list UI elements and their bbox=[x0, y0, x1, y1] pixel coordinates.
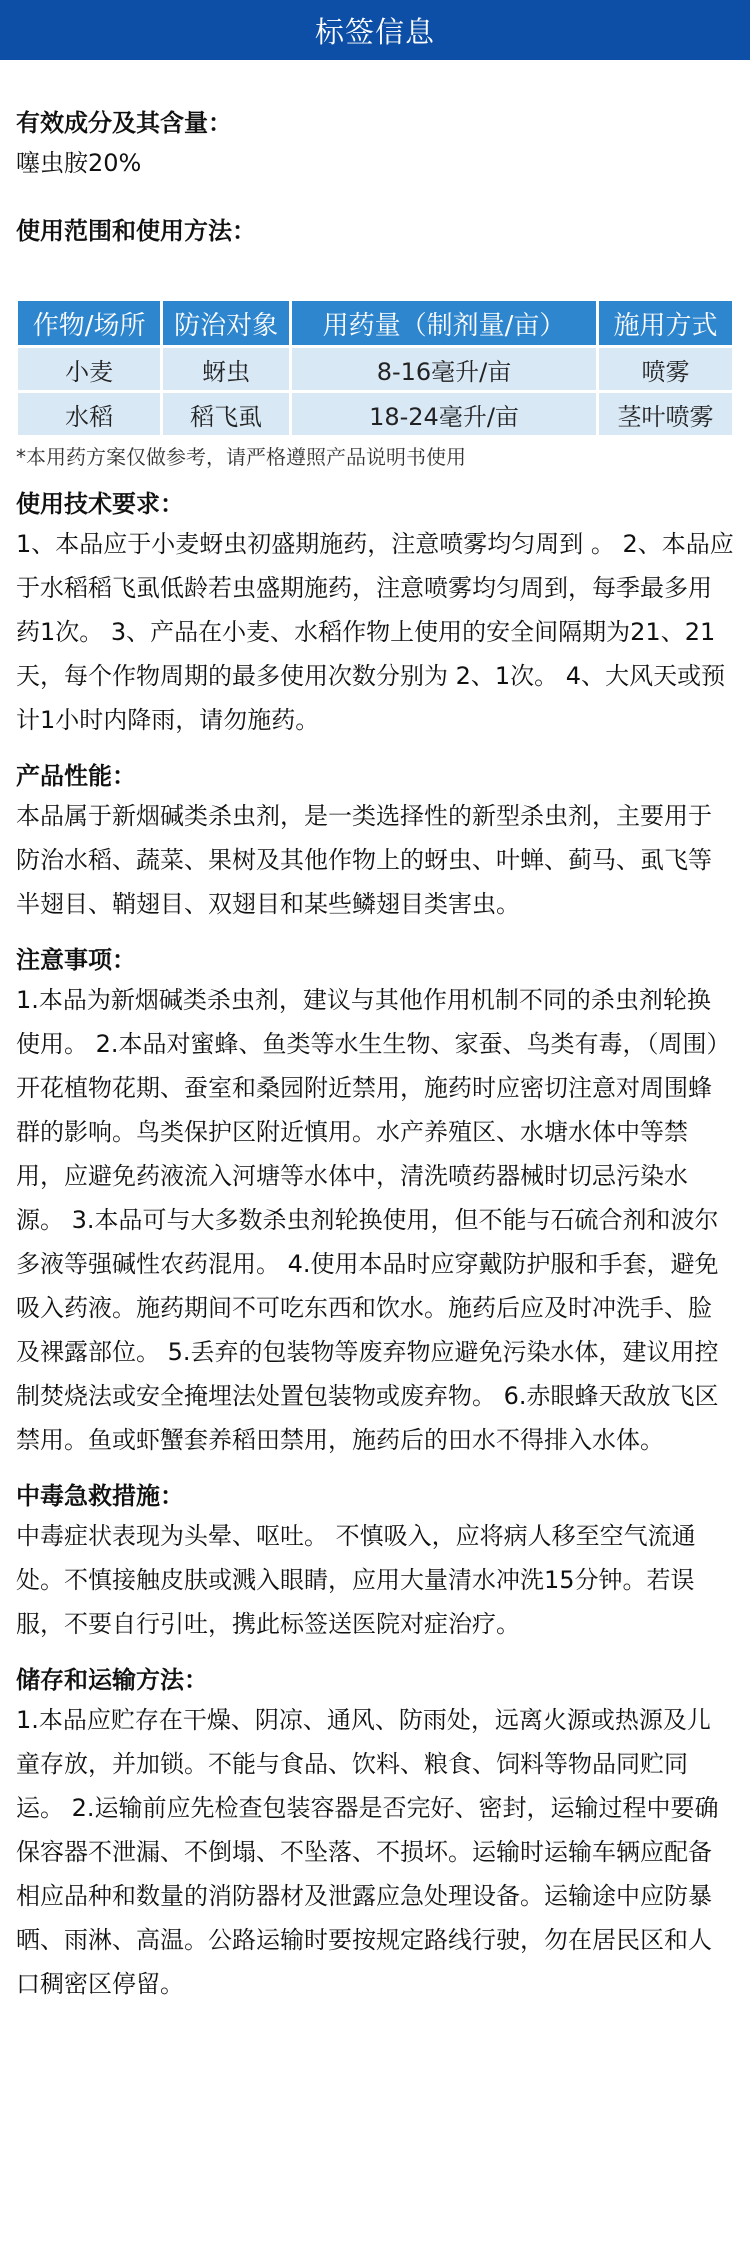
column-header-dosage: 用药量（制剂量/亩） bbox=[292, 301, 596, 345]
table-cell-target: 蚜虫 bbox=[163, 348, 289, 390]
column-header-method: 施用方式 bbox=[599, 301, 732, 345]
active-ingredient-title: 有效成分及其含量： bbox=[16, 109, 232, 137]
label-content bbox=[0, 105, 750, 249]
technical-requirements-title: 使用技术要求： bbox=[16, 490, 184, 518]
active-ingredient-value: 噻虫胺20% bbox=[16, 149, 142, 177]
table-cell-method: 喷雾 bbox=[599, 348, 732, 390]
table-cell-crop: 小麦 bbox=[18, 348, 160, 390]
usage-section bbox=[16, 213, 734, 249]
first-aid-text: 中毒症状表现为头晕、呕吐。 不慎吸入，应将病人移至空气流通处。不慎接触皮肤或溅入眼睛，应用大量清水冲洗15分钟。若误服，不要自行引吐，携此标签送医院对症治疗。 bbox=[16, 1522, 696, 1638]
performance-text: 本品属于新烟碱类杀虫剂，是一类选择性的新型杀虫剂，主要用于防治水稻、蔬菜、果树及其他作物上的蚜虫、叶蝉、蓟马、虱飞等半翅目、鞘翅目、双翅目和某些鳞翅目类害虫。 bbox=[16, 802, 712, 918]
performance-title: 产品性能： bbox=[16, 762, 136, 790]
table-row bbox=[18, 393, 732, 435]
table-row bbox=[18, 348, 732, 390]
table-cell-crop: 水稻 bbox=[18, 393, 160, 435]
table-cell-target: 稻飞虱 bbox=[163, 393, 289, 435]
column-header-target: 防治对象 bbox=[163, 301, 289, 345]
storage-section bbox=[16, 1662, 734, 2006]
technical-requirements-section bbox=[16, 486, 734, 742]
first-aid-title: 中毒急救措施： bbox=[16, 1482, 184, 1510]
page-title: 标签信息 bbox=[314, 14, 435, 49]
dosage-note: *本用药方案仅做参考，请严格遵照产品说明书使用 bbox=[16, 445, 466, 469]
dosage-table bbox=[15, 298, 735, 438]
table-cell-dosage: 8-16毫升/亩 bbox=[292, 348, 596, 390]
table-cell-method: 茎叶喷雾 bbox=[599, 393, 732, 435]
precautions-text: 1.本品为新烟碱类杀虫剂，建议与其他作用机制不同的杀虫剂轮换使用。 2.本品对蜜蜂、鱼类等水生生物、家蚕、鸟类有毒，（周围）开花植物花期、蚕室和桑园附近禁用，施药时应密切注意对周围蜂群的影响。鸟类保护区附近慎用。水产养殖区、水塘水体中等禁用，应避免药液流入河塘等水体中，清洗喷药器械时切忌污染水源。 3.本品可与大多数杀虫剂轮换使用，但不能与石硫合剂和波尔多液等强碱性农药混用。 4.使用本品时应穿戴防护服和手套，避免吸入药液。施药期间不可吃东西和饮水。施药后应及时冲洗手、脸及裸露部位。 5.丢弃的包装物等废弃物应避免污染水体，建议用控制焚烧法或安全掩埋法处置包装物或废弃物。 6.赤眼蜂天敌放飞区禁用。鱼或虾蟹套养稻田禁用，施药后的田水不得排入水体。 bbox=[16, 986, 731, 1454]
table-header-row bbox=[18, 301, 732, 345]
storage-title: 储存和运输方法： bbox=[16, 1666, 208, 1694]
first-aid-section bbox=[16, 1478, 734, 1646]
table-cell-dosage: 18-24毫升/亩 bbox=[292, 393, 596, 435]
storage-text: 1.本品应贮存在干燥、阴凉、通风、防雨处，远离火源或热源及儿童存放，并加锁。不能与食品、饮料、粮食、饲料等物品同贮同运。 2.运输前应先检查包装容器是否完好、密封，运输过程中要确保容器不泄漏、不倒塌、不坠落、不损坏。运输时运输车辆应配备相应品种和数量的消防器材及泄露应急处理设备。运输途中应防暴晒、雨淋、高温。公路运输时要按规定路线行驶，勿在居民区和人口稠密区停留。 bbox=[16, 1706, 719, 1998]
label-info-header bbox=[0, 0, 750, 60]
performance-section bbox=[16, 758, 734, 926]
precautions-title: 注意事项： bbox=[16, 946, 136, 974]
technical-requirements-text: 1、本品应于小麦蚜虫初盛期施药，注意喷雾均匀周到 。 2、本品应于水稻稻飞虱低龄若虫盛期施药，注意喷雾均匀周到，每季最多用药1次。 3、产品在小麦、水稻作物上使用的安全间隔期为21、21天，每个作物周期的最多使用次数分别为 2、1次。 4、大风天或预计1小时内降雨，请勿施药。 bbox=[16, 530, 734, 734]
column-header-crop: 作物/场所 bbox=[18, 301, 160, 345]
label-content-lower bbox=[0, 442, 750, 2006]
active-ingredient-section bbox=[16, 105, 734, 185]
usage-title: 使用范围和使用方法： bbox=[16, 217, 256, 245]
precautions-section bbox=[16, 942, 734, 1462]
